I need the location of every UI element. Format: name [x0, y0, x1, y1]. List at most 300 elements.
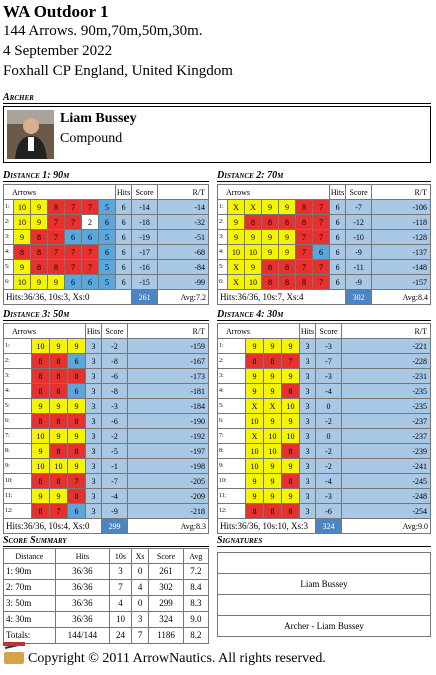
arrow-score: 9 [279, 200, 296, 215]
summary-cell: 0 [131, 564, 149, 580]
end-row [4, 354, 209, 369]
arrow-score: 6 [82, 275, 99, 290]
summary-cell: 4 [131, 580, 149, 596]
arrow-score: 6 [99, 215, 116, 230]
summary-row [4, 628, 209, 644]
hits-header: Hits [86, 324, 102, 339]
summary-cell: 24 [110, 628, 132, 644]
end-score: -8 [102, 384, 128, 399]
arrows-header: Arrows [4, 324, 86, 339]
end-row [218, 489, 431, 504]
end-row [218, 429, 431, 444]
distance-4-title: Distance 4: 30m [217, 309, 431, 321]
arrow-score: 8 [296, 215, 313, 230]
arrow-score: 7 [313, 200, 330, 215]
end-hits: 3 [86, 474, 102, 489]
arrow-score: 8 [262, 215, 279, 230]
arrow-score: 9 [262, 245, 279, 260]
arrow-score: 8 [296, 275, 313, 290]
end-row [218, 215, 431, 230]
summary-cell: 8.4 [183, 580, 208, 596]
summary-cell: 2: 70m [4, 580, 56, 596]
end-hits: 3 [300, 369, 316, 384]
end-hits: 6 [330, 260, 346, 275]
arrow-score: 7 [296, 260, 313, 275]
summary-cell: 4: 30m [4, 612, 56, 628]
arrow-score: 5 [99, 200, 116, 215]
end-number: 3: [218, 230, 228, 245]
summary-cell: 36/36 [55, 596, 109, 612]
event-venue: Foxhall CP England, United Kingdom [3, 63, 233, 79]
summary-cell: 7.2 [183, 564, 208, 580]
running-total: -128 [372, 230, 431, 245]
end-hits: 6 [330, 245, 346, 260]
arrow-score: 9 [264, 474, 282, 489]
distance-average: Avg:7.2 [158, 290, 209, 305]
arrow-score: X [264, 399, 282, 414]
arrow-score: 9 [68, 339, 86, 354]
summary-cell: 7 [131, 628, 149, 644]
arrow-score: 10 [14, 215, 31, 230]
summary-cell: 1: 90m [4, 564, 56, 580]
summary-cell: 3 [110, 564, 132, 580]
arrow-score: 8 [246, 504, 264, 519]
summary-cell: 261 [149, 564, 183, 580]
distance-total: 324 [316, 519, 342, 534]
arrow-score: 9 [228, 215, 245, 230]
end-number: 1: [218, 200, 228, 215]
arrow-score: 7 [65, 215, 82, 230]
distance-4-table [217, 323, 431, 534]
arrow-score: 9 [245, 230, 262, 245]
end-score: -2 [316, 459, 342, 474]
arrow-score: 10 [245, 245, 262, 260]
arrow-score: 5 [99, 230, 116, 245]
arrow-score: 8 [50, 474, 68, 489]
arrow-score: 9 [262, 230, 279, 245]
arrow-score: 9 [282, 414, 300, 429]
end-number: 6: [4, 275, 14, 290]
arrow-score: 8 [282, 504, 300, 519]
arrow-score: 8 [48, 260, 65, 275]
arrow-score: 10 [245, 275, 262, 290]
arrow-score: 9 [246, 474, 264, 489]
summary-header: Score [149, 549, 183, 564]
arrow-score: 8 [279, 275, 296, 290]
end-number: 8: [4, 444, 32, 459]
end-score: -14 [132, 200, 158, 215]
arrow-score: 10 [282, 399, 300, 414]
arrow-score: 9 [246, 489, 264, 504]
end-hits: 3 [300, 504, 316, 519]
d2-scores [217, 184, 431, 305]
end-hits: 3 [86, 504, 102, 519]
end-hits: 6 [330, 200, 346, 215]
running-total: -218 [128, 504, 209, 519]
archer-category: Compound [60, 131, 123, 146]
end-number: 7: [4, 429, 32, 444]
summary-cell: 7 [110, 580, 132, 596]
arrow-score: 7 [82, 260, 99, 275]
arrow-score: 8 [296, 200, 313, 215]
rt-header: R/T [372, 185, 431, 200]
arrow-score: 10 [264, 429, 282, 444]
end-hits: 3 [86, 459, 102, 474]
arrow-score: 8 [32, 354, 50, 369]
arrow-score: 10 [14, 200, 31, 215]
end-hits: 6 [116, 245, 132, 260]
end-hits: 6 [116, 200, 132, 215]
arrow-score: 9 [246, 339, 264, 354]
arrow-score: 9 [31, 215, 48, 230]
end-row [4, 369, 209, 384]
arrow-score: 8 [264, 354, 282, 369]
arrow-score: 6 [68, 384, 86, 399]
arrow-score: 8 [31, 245, 48, 260]
end-score: 0 [316, 399, 342, 414]
end-row [218, 245, 431, 260]
end-score: -7 [316, 354, 342, 369]
end-hits: 3 [300, 459, 316, 474]
end-score: -3 [316, 369, 342, 384]
summary-cell: 144/144 [55, 628, 109, 644]
arrow-score: 9 [264, 489, 282, 504]
end-number: 9: [218, 459, 246, 474]
end-hits: 6 [116, 215, 132, 230]
end-number: 4: [218, 384, 246, 399]
end-score: -3 [316, 339, 342, 354]
running-total: -239 [342, 444, 431, 459]
arrow-score: 9 [282, 459, 300, 474]
running-total: -184 [128, 399, 209, 414]
end-number: 10: [218, 474, 246, 489]
distance-average: Avg:8.3 [128, 519, 209, 534]
arrow-score: 7 [313, 275, 330, 290]
arrow-score: 8 [50, 414, 68, 429]
arrow-score: 9 [50, 489, 68, 504]
end-score: -7 [346, 200, 372, 215]
summary-cell: 8.2 [183, 628, 208, 644]
arrow-score: 8 [32, 474, 50, 489]
summary-cell: 3 [131, 612, 149, 628]
arrow-score: 7 [48, 215, 65, 230]
end-row [218, 399, 431, 414]
end-hits: 3 [86, 399, 102, 414]
end-hits: 6 [330, 275, 346, 290]
end-hits: 3 [300, 339, 316, 354]
end-number: 3: [218, 369, 246, 384]
end-row [4, 275, 209, 290]
arrow-score: 10 [50, 459, 68, 474]
end-hits: 3 [86, 339, 102, 354]
running-total: -159 [128, 339, 209, 354]
end-row [218, 275, 431, 290]
end-row [4, 459, 209, 474]
arrow-score: 7 [50, 504, 68, 519]
arrow-score: 7 [296, 245, 313, 260]
end-score: -2 [102, 339, 128, 354]
arrows-header: Arrows [218, 185, 330, 200]
running-total: -254 [342, 504, 431, 519]
summary-row [4, 596, 209, 612]
summary-cell: 8.3 [183, 596, 208, 612]
archer-box [3, 106, 431, 163]
end-number: 7: [218, 429, 246, 444]
end-score: -6 [102, 414, 128, 429]
arrow-score: 9 [50, 399, 68, 414]
arrow-score: 10 [264, 444, 282, 459]
summary-row [4, 564, 209, 580]
end-score: -9 [346, 245, 372, 260]
arrow-score: 7 [313, 260, 330, 275]
hits-header: Hits [330, 185, 346, 200]
running-total: -148 [372, 260, 431, 275]
end-hits: 6 [116, 230, 132, 245]
arrow-score: 10 [282, 429, 300, 444]
distance-2-table [217, 184, 431, 305]
arrow-score: 9 [32, 489, 50, 504]
arrow-score: X [228, 275, 245, 290]
distance-total: 299 [102, 519, 128, 534]
copyright-text: Copyright © 2011 ArrowNautics. All rights reserved. [28, 651, 326, 666]
arrow-score: 9 [50, 429, 68, 444]
end-score: -17 [132, 245, 158, 260]
arrow-score: 5 [99, 260, 116, 275]
end-score: -10 [346, 230, 372, 245]
end-hits: 6 [116, 275, 132, 290]
end-number: 2: [218, 215, 228, 230]
end-number: 10: [4, 474, 32, 489]
end-number: 11: [4, 489, 32, 504]
event-title: WA Outdoor 1 [3, 2, 109, 21]
arrow-score: 8 [14, 245, 31, 260]
end-row [4, 215, 209, 230]
end-score: -8 [102, 354, 128, 369]
arrow-score: 6 [68, 354, 86, 369]
summary-row [4, 580, 209, 596]
end-hits: 6 [330, 230, 346, 245]
d1-scores [3, 184, 209, 305]
running-total: -118 [372, 215, 431, 230]
arrow-score: 8 [282, 384, 300, 399]
arrownautics-logo-icon [3, 640, 25, 666]
end-row [218, 200, 431, 215]
end-hits: 3 [300, 429, 316, 444]
end-row [218, 260, 431, 275]
end-number: 1: [4, 339, 32, 354]
score-summary-table [3, 548, 209, 644]
end-score: -19 [132, 230, 158, 245]
rt-header: R/T [128, 324, 209, 339]
end-score: -1 [102, 459, 128, 474]
arrow-score: X [228, 200, 245, 215]
arrow-score: 10 [246, 459, 264, 474]
d3-scores [3, 323, 209, 534]
arrow-score: 9 [48, 275, 65, 290]
end-row [4, 414, 209, 429]
arrow-score: 8 [262, 275, 279, 290]
arrow-score: 7 [48, 245, 65, 260]
end-row [4, 384, 209, 399]
end-score: -11 [346, 260, 372, 275]
end-number: 5: [218, 260, 228, 275]
running-total: -106 [372, 200, 431, 215]
arrow-score: 7 [65, 245, 82, 260]
arrow-score: 7 [82, 200, 99, 215]
end-number: 6: [218, 414, 246, 429]
arrow-score: 9 [245, 260, 262, 275]
distance-total: 261 [132, 290, 158, 305]
end-hits: 3 [300, 444, 316, 459]
arrow-score: 9 [264, 414, 282, 429]
arrow-score: 8 [68, 369, 86, 384]
end-row [218, 414, 431, 429]
arrow-score: 9 [264, 369, 282, 384]
end-hits: 3 [300, 399, 316, 414]
running-total: -205 [128, 474, 209, 489]
distance-1-table [3, 184, 209, 305]
end-row [4, 474, 209, 489]
rt-header: R/T [158, 185, 209, 200]
end-score: -6 [102, 369, 128, 384]
end-row [4, 504, 209, 519]
summary-cell: 299 [149, 596, 183, 612]
score-summary-title: Score Summary [3, 535, 209, 547]
end-row [218, 339, 431, 354]
end-hits: 3 [300, 474, 316, 489]
end-score: -5 [102, 444, 128, 459]
arrow-score: 9 [264, 384, 282, 399]
end-number: 4: [4, 245, 14, 260]
distance-total: 302 [346, 290, 372, 305]
end-row [4, 444, 209, 459]
arrow-score: 8 [31, 260, 48, 275]
signatures-table [217, 552, 431, 637]
arrow-score: 6 [99, 245, 116, 260]
arrow-score: 8 [50, 444, 68, 459]
end-number: 1: [4, 200, 14, 215]
end-hits: 6 [330, 215, 346, 230]
running-total: -173 [128, 369, 209, 384]
signature-archer-name: Liam Bussey [218, 574, 431, 595]
arrow-score: 9 [68, 399, 86, 414]
arrow-score: 8 [282, 474, 300, 489]
arrow-score: 6 [82, 230, 99, 245]
end-number: 6: [218, 275, 228, 290]
arrow-score: 8 [50, 354, 68, 369]
arrow-score: 5 [99, 275, 116, 290]
d4-scores [217, 323, 431, 534]
end-hits: 6 [116, 260, 132, 275]
running-total: -231 [342, 369, 431, 384]
end-row [218, 230, 431, 245]
summary-header: 10s [110, 549, 132, 564]
end-hits: 3 [300, 414, 316, 429]
end-hits: 3 [300, 384, 316, 399]
end-number: 9: [4, 459, 32, 474]
arrow-score: 10 [32, 459, 50, 474]
end-score: -6 [316, 504, 342, 519]
running-total: -209 [128, 489, 209, 504]
end-number: 5: [4, 260, 14, 275]
running-total: -241 [342, 459, 431, 474]
arrow-score: 8 [50, 384, 68, 399]
arrow-score: 8 [68, 414, 86, 429]
end-score: -18 [132, 215, 158, 230]
end-number: 11: [218, 489, 246, 504]
end-row [4, 245, 209, 260]
arrow-score: 9 [246, 369, 264, 384]
arrow-score: 8 [245, 215, 262, 230]
end-row [4, 200, 209, 215]
end-score: -2 [102, 429, 128, 444]
arrow-score: 8 [32, 384, 50, 399]
end-number: 12: [4, 504, 32, 519]
summary-header: Xs [131, 549, 149, 564]
end-hits: 3 [86, 444, 102, 459]
arrow-score: 9 [228, 230, 245, 245]
end-row [4, 489, 209, 504]
arrow-score: 9 [31, 275, 48, 290]
archer-section-title: Archer [3, 92, 431, 104]
distance-2-title: Distance 2: 70m [217, 170, 431, 182]
arrow-score: X [246, 429, 264, 444]
end-score: -12 [346, 215, 372, 230]
end-score: -15 [132, 275, 158, 290]
distance-footer: Hits:36/36, 10s:7, Xs:4 [218, 290, 346, 305]
summary-header: Hits [55, 549, 109, 564]
distance-3-title: Distance 3: 50m [3, 309, 209, 321]
arrow-score: 9 [282, 339, 300, 354]
arrow-score: 8 [32, 414, 50, 429]
summary-cell: 10 [110, 612, 132, 628]
hits-header: Hits [300, 324, 316, 339]
arrows-header: Arrows [4, 185, 116, 200]
hits-header: Hits [116, 185, 132, 200]
summary-cell: Totals: [4, 628, 56, 644]
distance-footer: Hits:36/36, 10s:3, Xs:0 [4, 290, 132, 305]
running-total: -51 [158, 230, 209, 245]
summary-cell: 9.0 [183, 612, 208, 628]
arrow-score: 9 [282, 369, 300, 384]
arrow-score: 7 [48, 230, 65, 245]
score-header: Score [102, 324, 128, 339]
end-hits: 3 [300, 489, 316, 504]
arrow-score: 8 [48, 200, 65, 215]
end-number: 3: [4, 369, 32, 384]
arrow-score: 8 [262, 260, 279, 275]
end-number: 2: [4, 215, 14, 230]
running-total: -235 [342, 399, 431, 414]
end-number: 4: [218, 245, 228, 260]
arrow-score: 6 [313, 245, 330, 260]
end-number: 12: [218, 504, 246, 519]
summary-cell: 36/36 [55, 580, 109, 596]
running-total: -14 [158, 200, 209, 215]
signature-line [218, 595, 431, 616]
running-total: -237 [342, 429, 431, 444]
summary-cell: 4 [110, 596, 132, 612]
arrow-score: 8 [31, 230, 48, 245]
end-score: -4 [102, 489, 128, 504]
end-row [4, 429, 209, 444]
arrow-score: 8 [68, 444, 86, 459]
end-row [4, 399, 209, 414]
arrow-score: 6 [65, 230, 82, 245]
end-score: -4 [316, 474, 342, 489]
arrow-score: 9 [246, 384, 264, 399]
running-total: -99 [158, 275, 209, 290]
